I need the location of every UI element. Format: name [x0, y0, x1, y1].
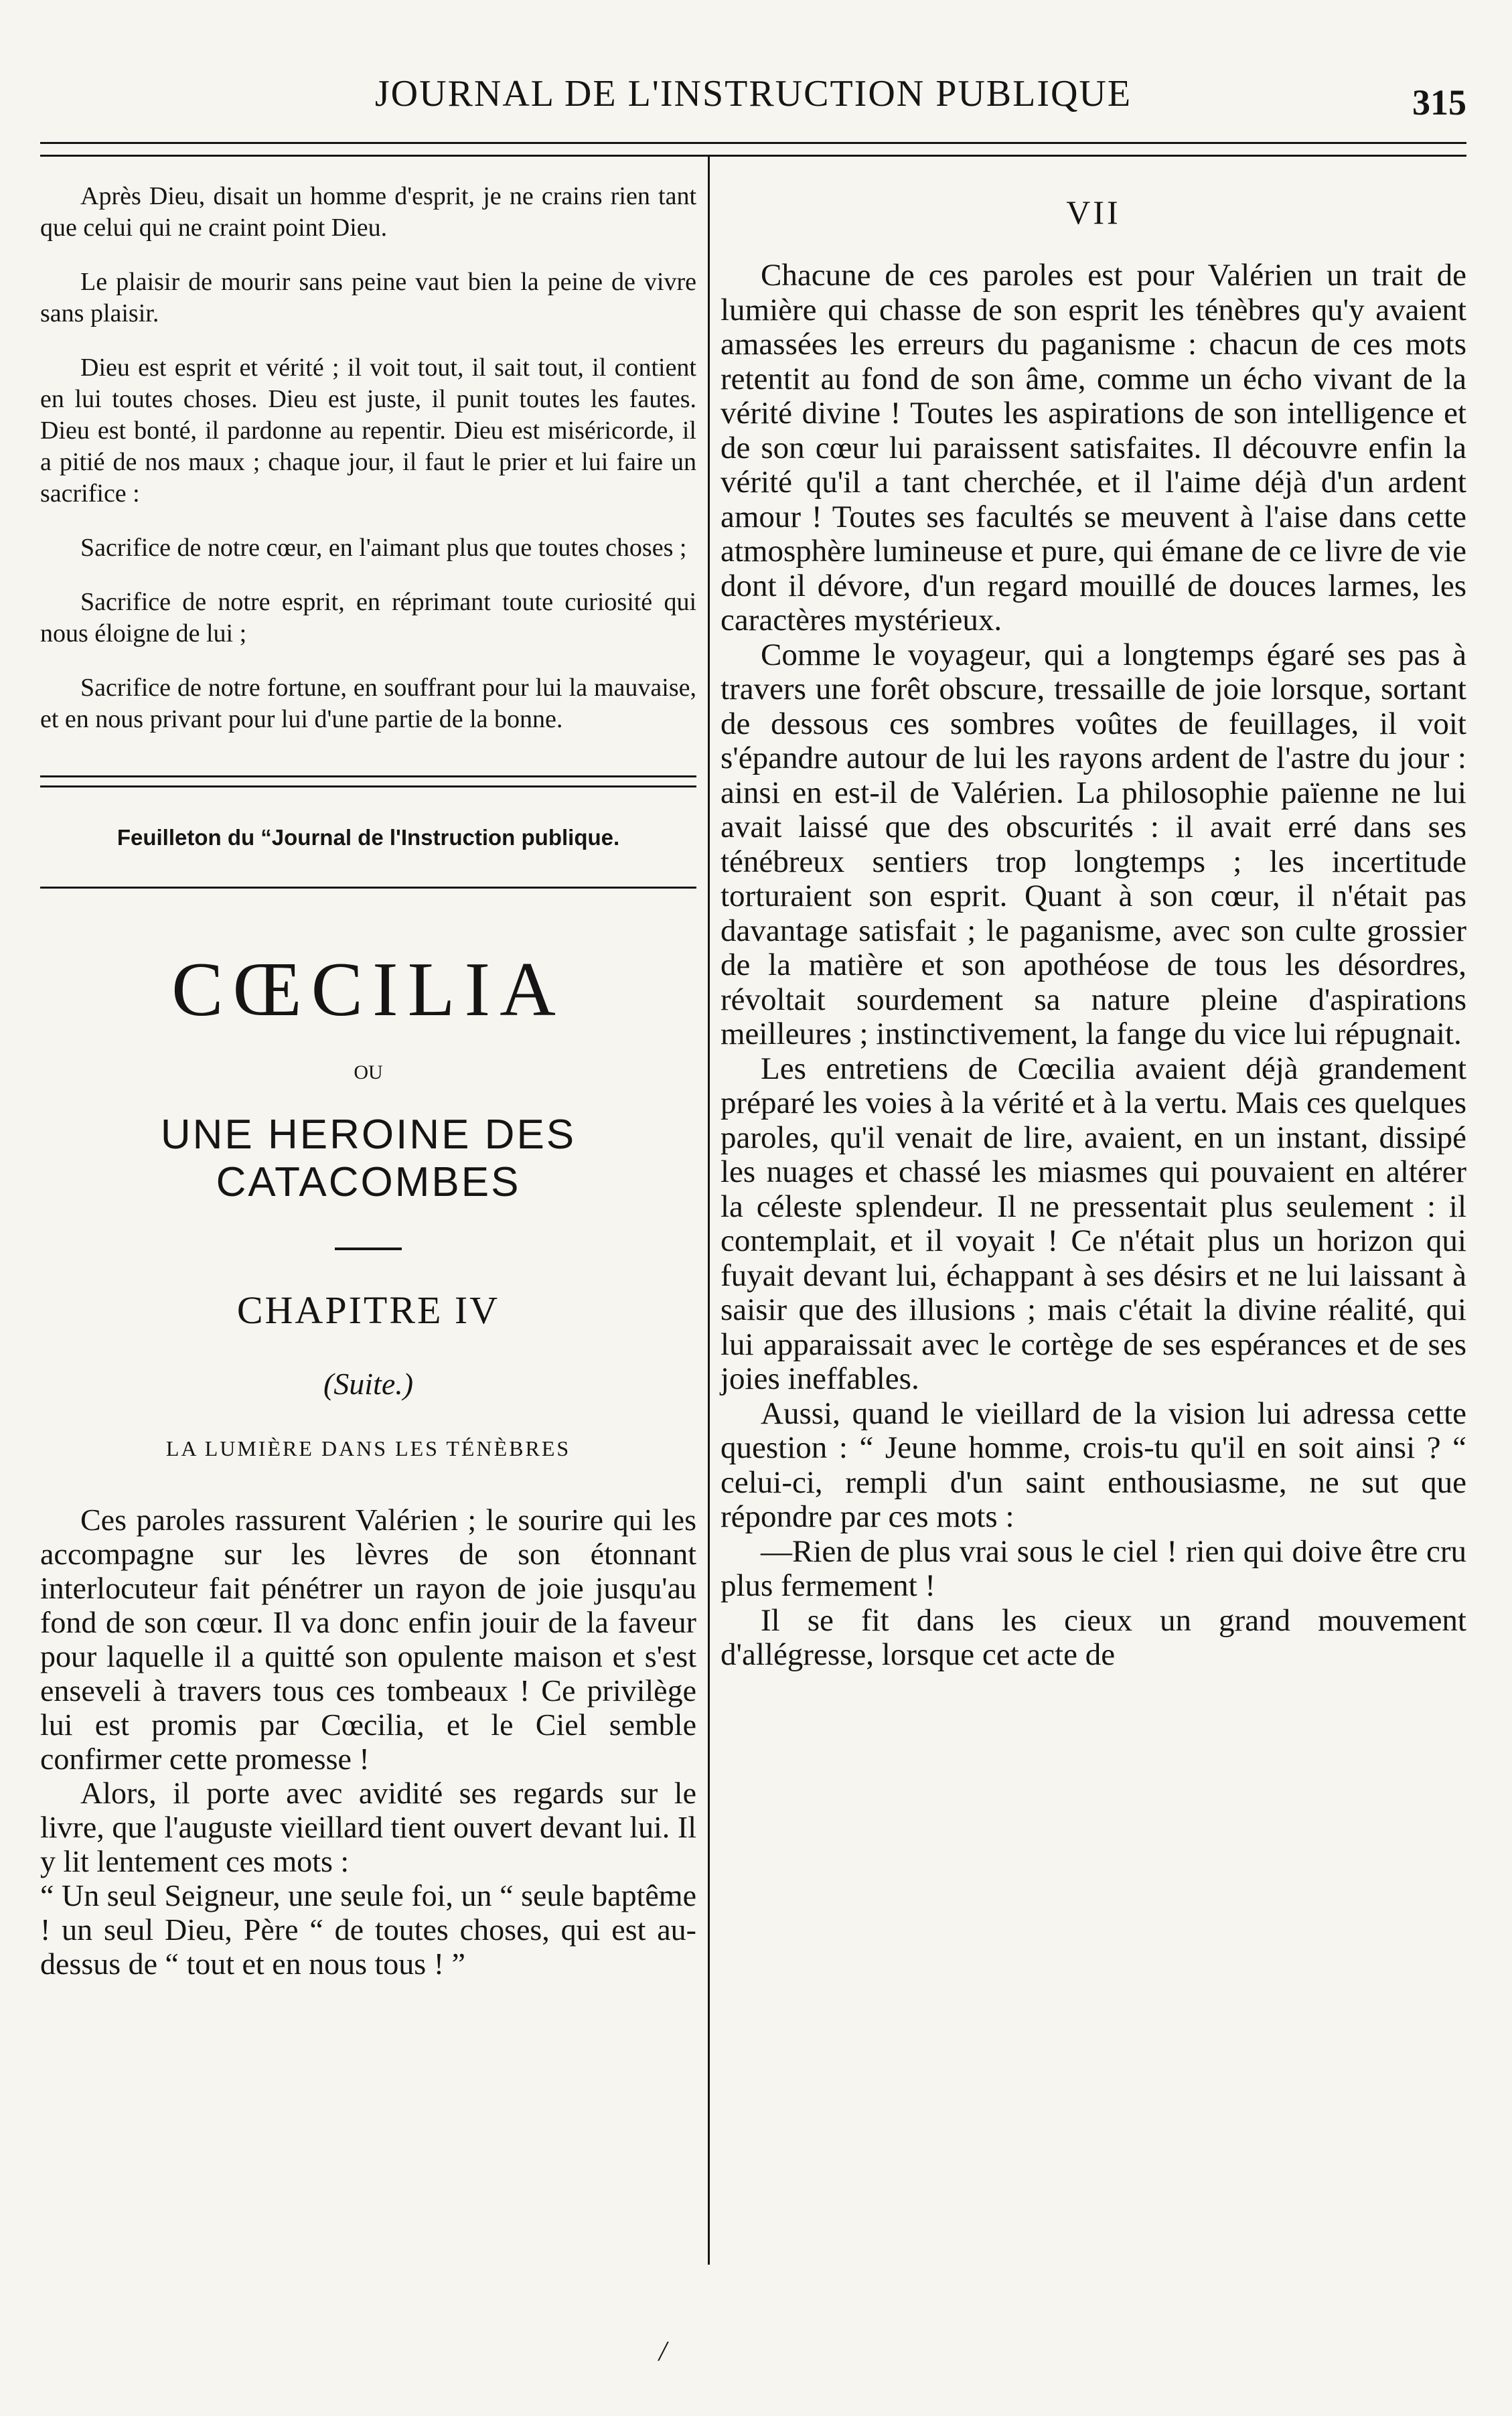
- paragraph: —Rien de plus vrai sous le ciel ! rien qui doive être cru plus fermement !: [721, 1533, 1466, 1603]
- section-title: LA LUMIÈRE DANS LES TÉNÈBRES: [165, 1436, 571, 1460]
- story-title: CŒCILIA: [171, 947, 565, 1033]
- suite-label: (Suite.): [323, 1367, 414, 1401]
- maxim: Sacrifice de notre cœur, en l'aimant plus que toutes choses ;: [80, 534, 687, 562]
- paragraph: Chacune de ces paroles est pour Valérien un trait de lumière qui chasse de son esprit les ténèbres qu'y avaient amassées les erreurs du paganisme : chacun de ces mots retentit au fond de son âme, comme un écho vivant de la vérité divine ! Toutes les aspirations de son intelligence et de son cœur lui paraissent satisfaites. Il découvre enfin la vérité qu'il a tant cherchée, et il l'aime déjà d'un ardent amour ! Toutes ses facultés se meuvent à l'aise dans cette atmosphère lumineuse et pure, qui émane de ce livre de vie dont il dévore, d'un regard mouillé de douces larmes, les caractères mystérieux.: [721, 258, 1466, 637]
- section-number: VII: [1066, 194, 1121, 231]
- story-subtitle: UNE HEROINE DES CATACOMBES: [160, 1112, 577, 1205]
- title-conjunction: OU: [354, 1061, 383, 1083]
- maxim: Sacrifice de notre esprit, en réprimant toute curiosité qui nous éloigne de lui ;: [40, 588, 696, 648]
- journal-title: JOURNAL DE L'INSTRUCTION PUBLIQUE: [374, 73, 1132, 115]
- right-column: [721, 181, 1466, 1673]
- paragraph: Comme le voyageur, qui a longtemps égaré ses pas à travers une forêt obscure, tressaille de joie lorsque, sortant de dessous ces sombres voûtes de feuillages, il voit s'épandre autour de lui les rayons ardent de l'astre du jour : ainsi en est-il de Valérien. La philosophie païenne ne lui avait laissé que des obscurités : il avait erré dans ses ténébreux sentiers trop longtemps ; les incertitude torturaient son esprit. Quant à son cœur, il n'était pas davantage satisfait ; le paganisme, avec son culte grossier de la matière et son apothéose de tous les désordres, révoltait sourdement sa nature pleine d'aspirations meilleures ; instinctivement, la fange du vice lui répugnait.: [721, 637, 1466, 1051]
- page-header: [40, 72, 1466, 126]
- footer-mark: /: [659, 2336, 667, 2367]
- chapter-heading: CHAPITRE IV: [236, 1288, 500, 1332]
- feuilleton-rule: [40, 887, 696, 889]
- left-column: [40, 181, 696, 1981]
- section-double-rule: [40, 775, 696, 787]
- maxim: Le plaisir de mourir sans peine vaut bien la peine de vivre sans plaisir.: [40, 268, 696, 327]
- column-divider: [708, 155, 710, 2265]
- paragraph: Aussi, quand le vieillard de la vision lui adressa cette question : “ Jeune homme, crois-tu qu'il en soit ainsi ? “ celui-ci, rempli d'un saint enthousiasme, ne sut que répondre par ces mots :: [721, 1395, 1466, 1534]
- maxim: Dieu est esprit et vérité ; il voit tout, il sait tout, il contient en lui toutes choses. Dieu est juste, il punit toutes les fautes. Dieu est bonté, il pardonne au repentir. Dieu est miséricorde, il a pitié de nos maux ; chaque jour, il faut le prier et lui faire un sacrifice :: [40, 354, 696, 508]
- paragraph: Alors, il porte avec avidité ses regards sur le livre, que l'auguste vieillard tient ouvert devant lui. Il y lit lentement ces mots :: [40, 1776, 696, 1878]
- feuilleton-heading: Feuilleton du “Journal de l'Instruction publique.: [117, 825, 620, 850]
- page-number: 315: [1412, 82, 1466, 123]
- scripture-quote: “ Un seul Seigneur, une seule foi, un “ seule baptême ! un seul Dieu, Père “ de toutes choses, qui est au-dessus de “ tout et en nous tous ! ”: [40, 1878, 696, 1981]
- paragraph: Ces paroles rassurent Valérien ; le sourire qui les accompagne sur les lèvres de son étonnant interlocuteur fait pénétrer un rayon de joie jusqu'au fond de son cœur. Il va donc enfin jouir de la faveur pour laquelle il a quitté son opulente maison et s'est enseveli à travers tous ces tombeaux ! Ce privilège lui est promis par Cœcilia, et le Ciel semble confirmer cette promesse !: [40, 1503, 696, 1776]
- title-separator: [335, 1248, 402, 1250]
- paragraph: Il se fit dans les cieux un grand mouvement d'allégresse, lorsque cet acte de: [721, 1602, 1466, 1672]
- header-double-rule: [40, 142, 1466, 157]
- maxim: Après Dieu, disait un homme d'esprit, je ne crains rien tant que celui qui ne craint point Dieu.: [40, 182, 696, 242]
- paragraph: Les entretiens de Cœcilia avaient déjà grandement préparé les voies à la vérité et à la vertu. Mais ces quelques paroles, qu'il venait de lire, avaient, en un instant, dissipé les nuages et chassé les miasmes qui pouvaient en altérer la céleste splendeur. Il ne pressentait plus seulement : il contemplait, et il voyait ! Ce n'était plus un horizon qui fuyait devant lui, échappant à ses désirs et ne lui laissant à saisir que des illusions ; mais c'était la divine réalité, qui lui apparaissait avec le cortège de ses espérances et de ses joies ineffables.: [721, 1051, 1466, 1396]
- maxim: Sacrifice de notre fortune, en souffrant pour lui la mauvaise, et en nous privant pour lui d'une partie de la bonne.: [40, 674, 696, 733]
